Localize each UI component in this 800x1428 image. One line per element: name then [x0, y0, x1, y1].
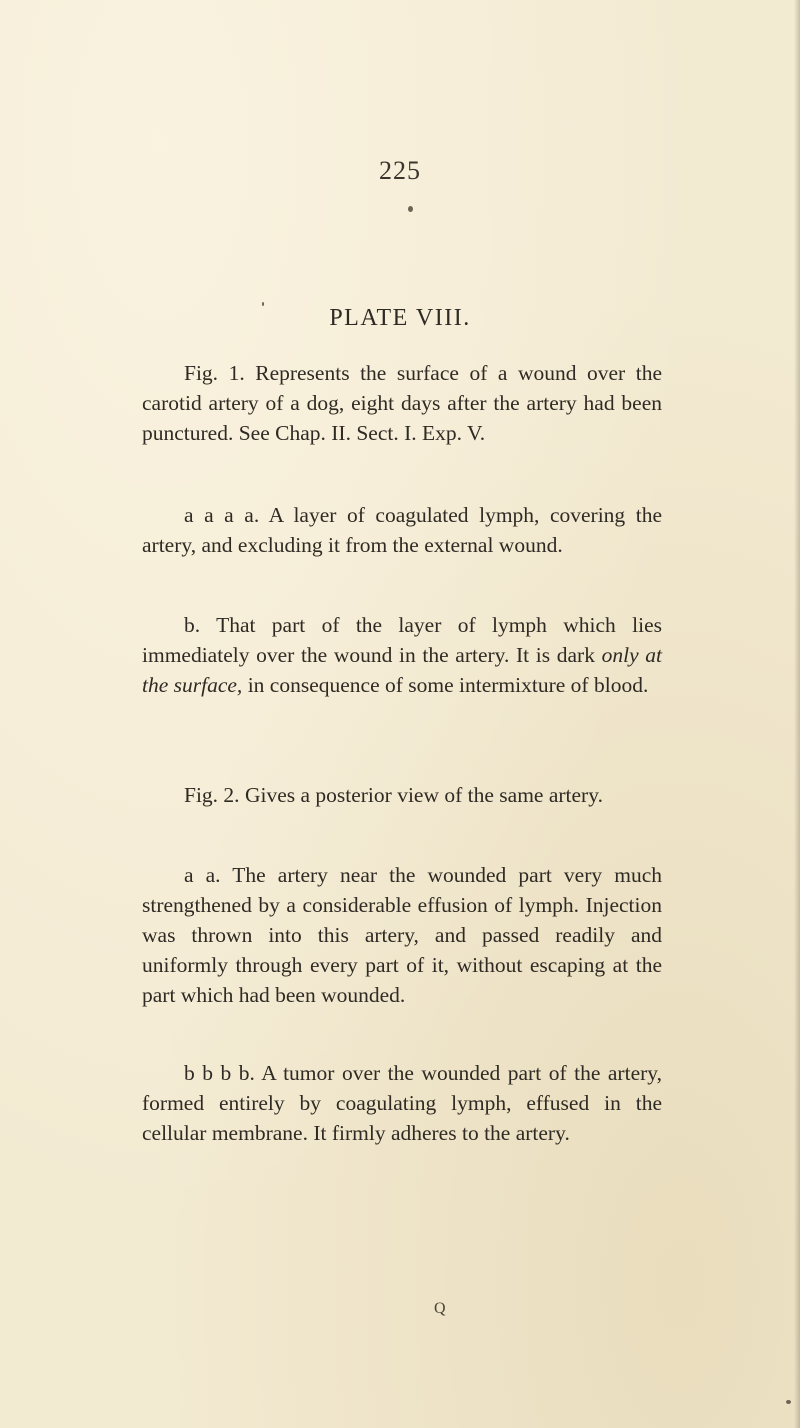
paragraph-fig-2: [142, 780, 662, 810]
paragraph-text: The artery near the wounded part very much strengthened by a considerable effusion of lymph. Injection was thrown into this artery, and passed readily and uniformly through every part of it, without escaping at the part which had been wounded.: [142, 863, 662, 1007]
plate-title: PLATE VIII.: [329, 305, 471, 331]
paragraph-text: A tumor over the wounded part of the artery, formed entirely by coagulating lymph, effused in the cellular membrane. It firmly adheres to the artery.: [142, 1061, 662, 1145]
paragraph-text: A layer of coagulated lymph, covering the artery, and excluding it from the external wound.: [142, 503, 662, 557]
paragraph-lead: a a a a.: [184, 503, 260, 527]
paragraph-lead: b b b b.: [184, 1061, 255, 1085]
paragraph-aa: [142, 860, 662, 1010]
paragraph-lead: Fig. 2.: [184, 783, 240, 807]
page-edge-shadow: [794, 0, 800, 1428]
paragraph-text: Represents the surface of a wound over the carotid artery of a dog, eight days after the artery had been punctured. See Chap. II. Sect. I. Exp. V.: [142, 361, 662, 445]
ink-speck: [786, 1400, 791, 1404]
paragraph-text: That part of the layer of lymph which lies immediately over the wound in the artery. It is dark: [142, 613, 662, 667]
paragraph-fig-1: [142, 358, 662, 448]
paragraph-bbbb: [142, 1058, 662, 1148]
page-number: 225: [379, 156, 421, 185]
paragraph-italic-text: only at the surface,: [142, 643, 662, 697]
paragraph-text: in consequence of some intermixture of blood.: [242, 673, 649, 697]
ink-speck: [408, 206, 413, 212]
ink-speck: [262, 302, 264, 306]
paragraph-b: [142, 610, 662, 700]
paragraph-lead: b.: [184, 613, 201, 637]
paragraph-lead: a a.: [184, 863, 221, 887]
paragraph-aaaa: [142, 500, 662, 560]
signature-mark: Q: [434, 1300, 446, 1317]
paragraph-lead: Fig. 1.: [184, 361, 245, 385]
paragraph-text: Gives a posterior view of the same artery.: [239, 783, 603, 807]
